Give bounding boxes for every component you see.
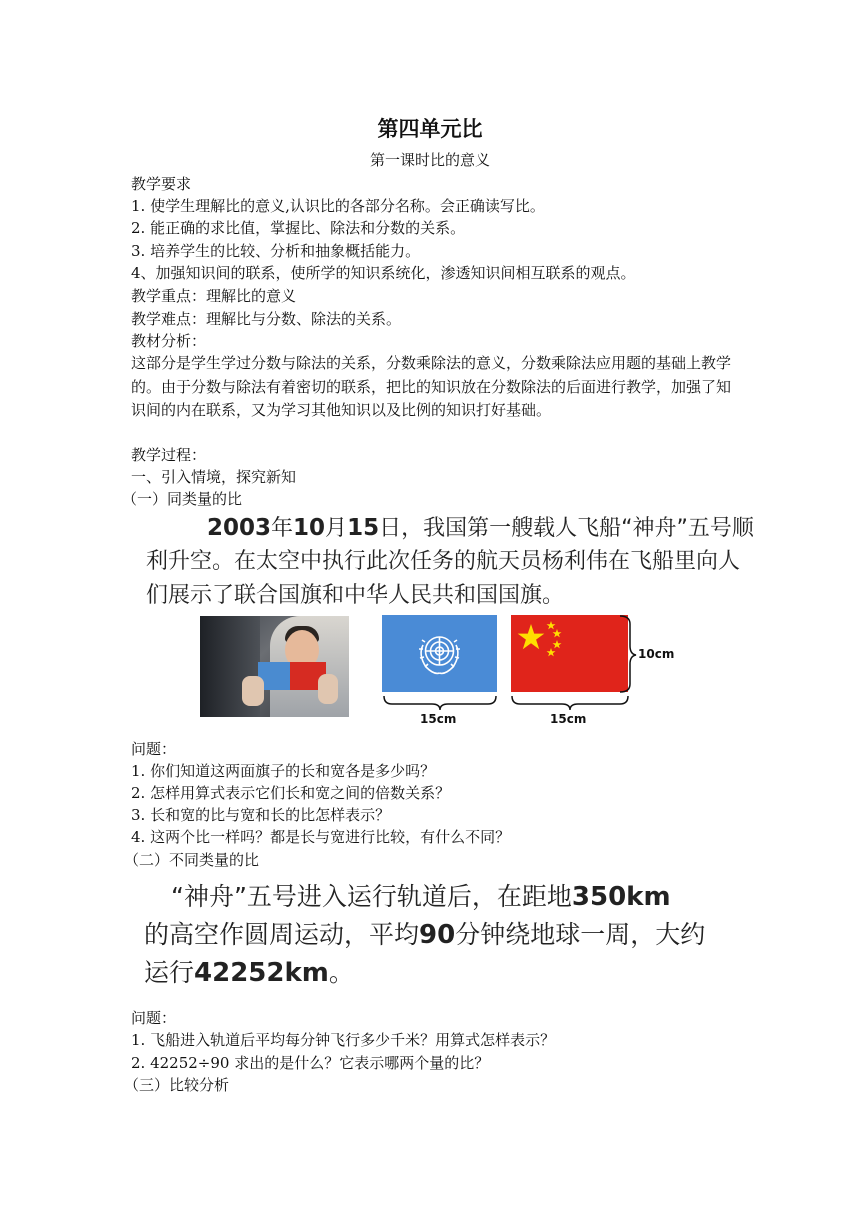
questions-heading: 问题： bbox=[131, 1009, 177, 1027]
question-item: 3. 长和宽的比与宽和长的比怎样表示？ bbox=[131, 806, 391, 824]
question-item: 1. 飞船进入轨道后平均每分钟飞行多少千米？用算式怎样表示？ bbox=[131, 1031, 556, 1049]
astronaut-photo bbox=[200, 616, 349, 717]
requirement-item: 4、加强知识间的联系，使所学的知识系统化，渗透知识间相互联系的观点。 bbox=[131, 264, 636, 282]
process-heading: 教学过程： bbox=[131, 446, 207, 464]
story-line: 的高空作圆周运动，平均90分钟绕地球一周，大约 bbox=[144, 920, 706, 950]
question-item: 1. 你们知道这两面旗子的长和宽各是多少吗？ bbox=[131, 762, 436, 780]
requirement-item: 2. 能正确的求比值，掌握比、除法和分数的关系。 bbox=[131, 219, 466, 237]
question-item: 2. 42252÷90 求出的是什么？它表示哪两个量的比？ bbox=[131, 1054, 490, 1072]
document-title: 第四单元比 bbox=[377, 117, 483, 141]
story-line: “神舟”五号进入运行轨道后，在距地350km bbox=[171, 882, 671, 912]
difficult-point: 教学难点：理解比与分数、除法的关系。 bbox=[131, 310, 402, 328]
cn-width-label: 15cm bbox=[550, 712, 587, 726]
question-item: 2. 怎样用算式表示它们长和宽之间的倍数关系？ bbox=[131, 784, 451, 802]
story-line: 2003年10月15日，我国第一艘载人飞船“神舟”五号顺 bbox=[207, 515, 754, 541]
step-heading: 一、引入情境，探究新知 bbox=[131, 468, 297, 486]
analysis-text: 这部分是学生学过分数与除法的关系，分数乘除法的意义，分数乘除法应用题的基础上教学的。由于分数与除法有着密切的联系，把比的知识放在分数除法的后面进行教学，加强了知识间的内在联系，又为学习其他知识以及比例的知识打好基础。 bbox=[131, 354, 732, 419]
section-heading: （一）同类量的比 bbox=[122, 490, 243, 508]
section-heading: （二）不同类量的比 bbox=[124, 851, 260, 869]
requirement-item: 1. 使学生理解比的意义,认识比的各部分名称。会正确读写比。 bbox=[131, 197, 545, 215]
story-line: 利升空。在太空中执行此次任务的航天员杨利伟在飞船里向人 bbox=[146, 549, 741, 574]
un-width-label: 15cm bbox=[420, 712, 457, 726]
requirement-item: 3. 培养学生的比较、分析和抽象概括能力。 bbox=[131, 242, 421, 260]
requirements-heading: 教学要求 bbox=[131, 175, 192, 193]
questions-heading: 问题： bbox=[131, 740, 177, 758]
key-point: 教学重点：理解比的意义 bbox=[131, 287, 297, 305]
dimension-braces bbox=[370, 600, 690, 740]
cn-height-label: 10cm bbox=[638, 647, 675, 661]
story-line: 运行42252km。 bbox=[144, 958, 354, 988]
analysis-heading: 教材分析： bbox=[131, 332, 207, 350]
story-line: 们展示了联合国旗和中华人民共和国国旗。 bbox=[146, 583, 565, 608]
lesson-subtitle: 第一课时比的意义 bbox=[369, 151, 490, 169]
question-item: 4. 这两个比一样吗？都是长与宽进行比较，有什么不同？ bbox=[131, 828, 511, 846]
section-heading: （三）比较分析 bbox=[124, 1076, 230, 1094]
